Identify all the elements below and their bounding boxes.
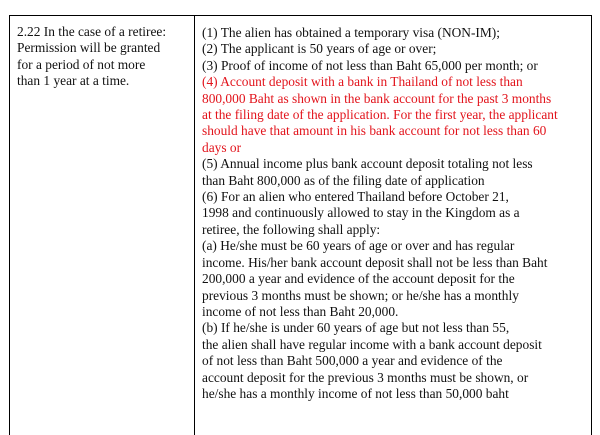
section-label-line: for a period of not more — [17, 56, 146, 72]
condition-6a-line: 200,000 a year and evidence of the account deposit for the — [202, 271, 515, 287]
condition-6-line: (6) For an alien who entered Thailand before October 21, — [202, 189, 509, 205]
section-label-line: 2.22 In the case of a retiree: — [17, 24, 167, 39]
condition-3-line: (3) Proof of income of not less than Baht 65,000 per month; or — [202, 57, 538, 73]
section-label-line: Permission will be granted — [17, 40, 161, 56]
condition-5-line: than Baht 800,000 as of the filing date of application — [202, 172, 485, 188]
condition-1-line: (1) The alien has obtained a temporary visa (NON-IM); — [202, 25, 500, 40]
condition-5-line: (5) Annual income plus bank account deposit totaling not less — [202, 156, 533, 172]
condition-6b-line: account deposit for the previous 3 months must be shown, or — [202, 369, 529, 385]
condition-6-line: 1998 and continuously allowed to stay in the Kingdom as a — [202, 205, 520, 221]
condition-6a-line: income of not less than Baht 20,000. — [202, 303, 399, 319]
condition-4-highlighted-line: days or — [202, 139, 242, 155]
condition-6-line: retiree, the following shall apply: — [202, 221, 381, 237]
section-label-line: than 1 year at a time. — [17, 73, 130, 89]
condition-4-highlighted-line: (4) Account deposit with a bank in Thailand of not less than — [202, 74, 523, 90]
condition-6a-line: previous 3 months must be shown; or he/she has a monthly — [202, 287, 519, 303]
condition-6b-line: (b) If he/she is under 60 years of age but not less than 55, — [202, 320, 510, 336]
condition-4-highlighted-line: at the filing date of the application. For the first year, the applicant — [202, 107, 558, 123]
condition-6b-line: the alien shall have regular income with a bank account deposit — [202, 336, 542, 352]
retiree-requirements-table — [9, 15, 592, 435]
conditions-cell — [195, 16, 591, 435]
condition-6a-line: income. His/her bank account deposit shall not be less than Baht — [202, 254, 548, 270]
condition-2-line: (2) The applicant is 50 years of age or over; — [202, 41, 437, 57]
condition-4-highlighted-line: should have that amount in his bank account for not less than 60 — [202, 123, 547, 139]
condition-6b-line: he/she has a monthly income of not less than 50,000 baht — [202, 385, 509, 401]
section-label-cell — [10, 16, 195, 435]
condition-4-highlighted-line: 800,000 Baht as shown in the bank account for the past 3 months — [202, 90, 552, 106]
condition-6b-line: of not less than Baht 500,000 a year and evidence of the — [202, 353, 503, 369]
condition-6a-line: (a) He/she must be 60 years of age or over and has regular — [202, 238, 515, 254]
